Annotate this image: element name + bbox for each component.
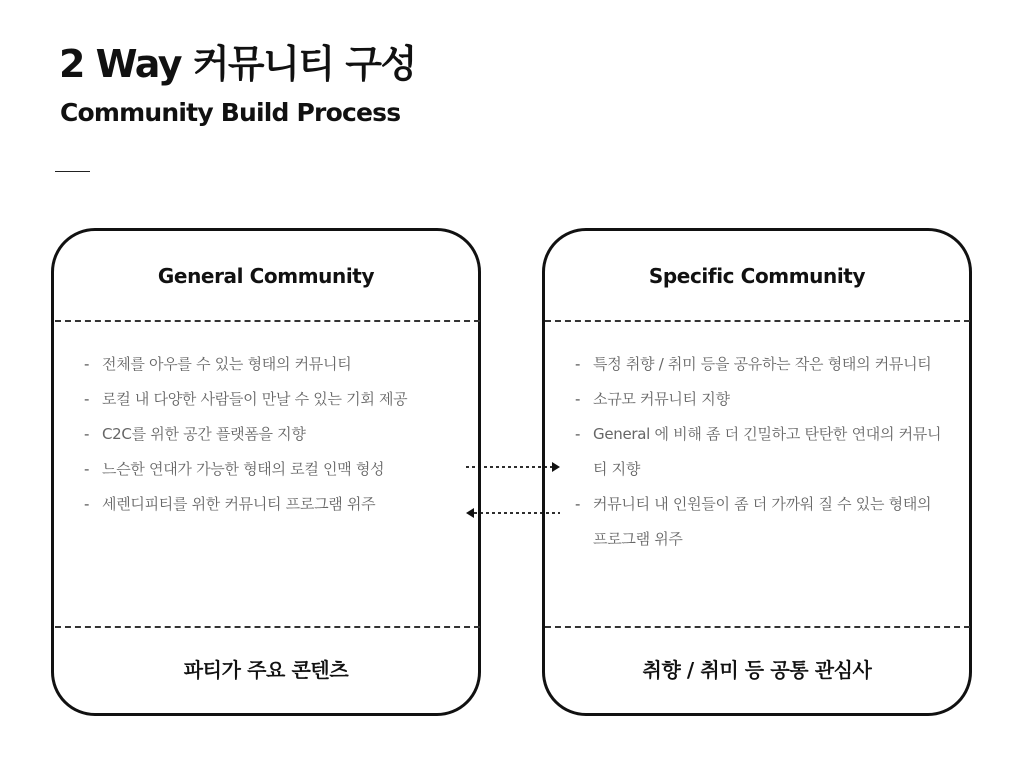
bidirectional-arrows [460,455,565,525]
specific-top-divider [545,320,970,322]
list-item: - General 에 비해 좀 더 긴밀하고 탄탄한 연대의 커뮤니티 지향 [575,417,945,487]
specific-bottom-divider [545,626,970,628]
specific-community-footer: 취향 / 취미 등 공통 관심사 [642,658,872,682]
title-divider [55,171,90,172]
general-top-divider [55,320,480,322]
list-item: - C2C를 위한 공간 플랫폼을 지향 [84,417,474,452]
list-item: - 전체를 아우를 수 있는 형태의 커뮤니티 [84,347,474,382]
general-bottom-divider [55,626,480,628]
list-item: - 세렌디피티를 위한 커뮤니티 프로그램 위주 [84,487,474,522]
general-community-list [84,347,474,522]
general-community-footer: 파티가 주요 콘텐츠 [183,658,349,682]
left-arrow-icon [466,508,560,518]
right-arrow-icon [466,462,560,472]
list-item: - 커뮤니티 내 인원들이 좀 더 가까워 질 수 있는 형태의 프로그램 위주 [575,487,945,557]
page-title: 2 Way 커뮤니티 구성 [59,42,416,86]
page-subtitle: Community Build Process [60,98,401,127]
list-item: - 로컬 내 다양한 사람들이 만날 수 있는 기회 제공 [84,382,474,417]
list-item: - 특정 취향 / 취미 등을 공유하는 작은 형태의 커뮤니티 [575,347,945,382]
list-item: - 느슨한 연대가 가능한 형태의 로컬 인맥 형성 [84,452,474,487]
specific-community-title: Specific Community [648,264,866,288]
specific-community-list [575,347,945,557]
list-item: - 소규모 커뮤니티 지향 [575,382,945,417]
general-community-title: General Community [157,264,375,288]
